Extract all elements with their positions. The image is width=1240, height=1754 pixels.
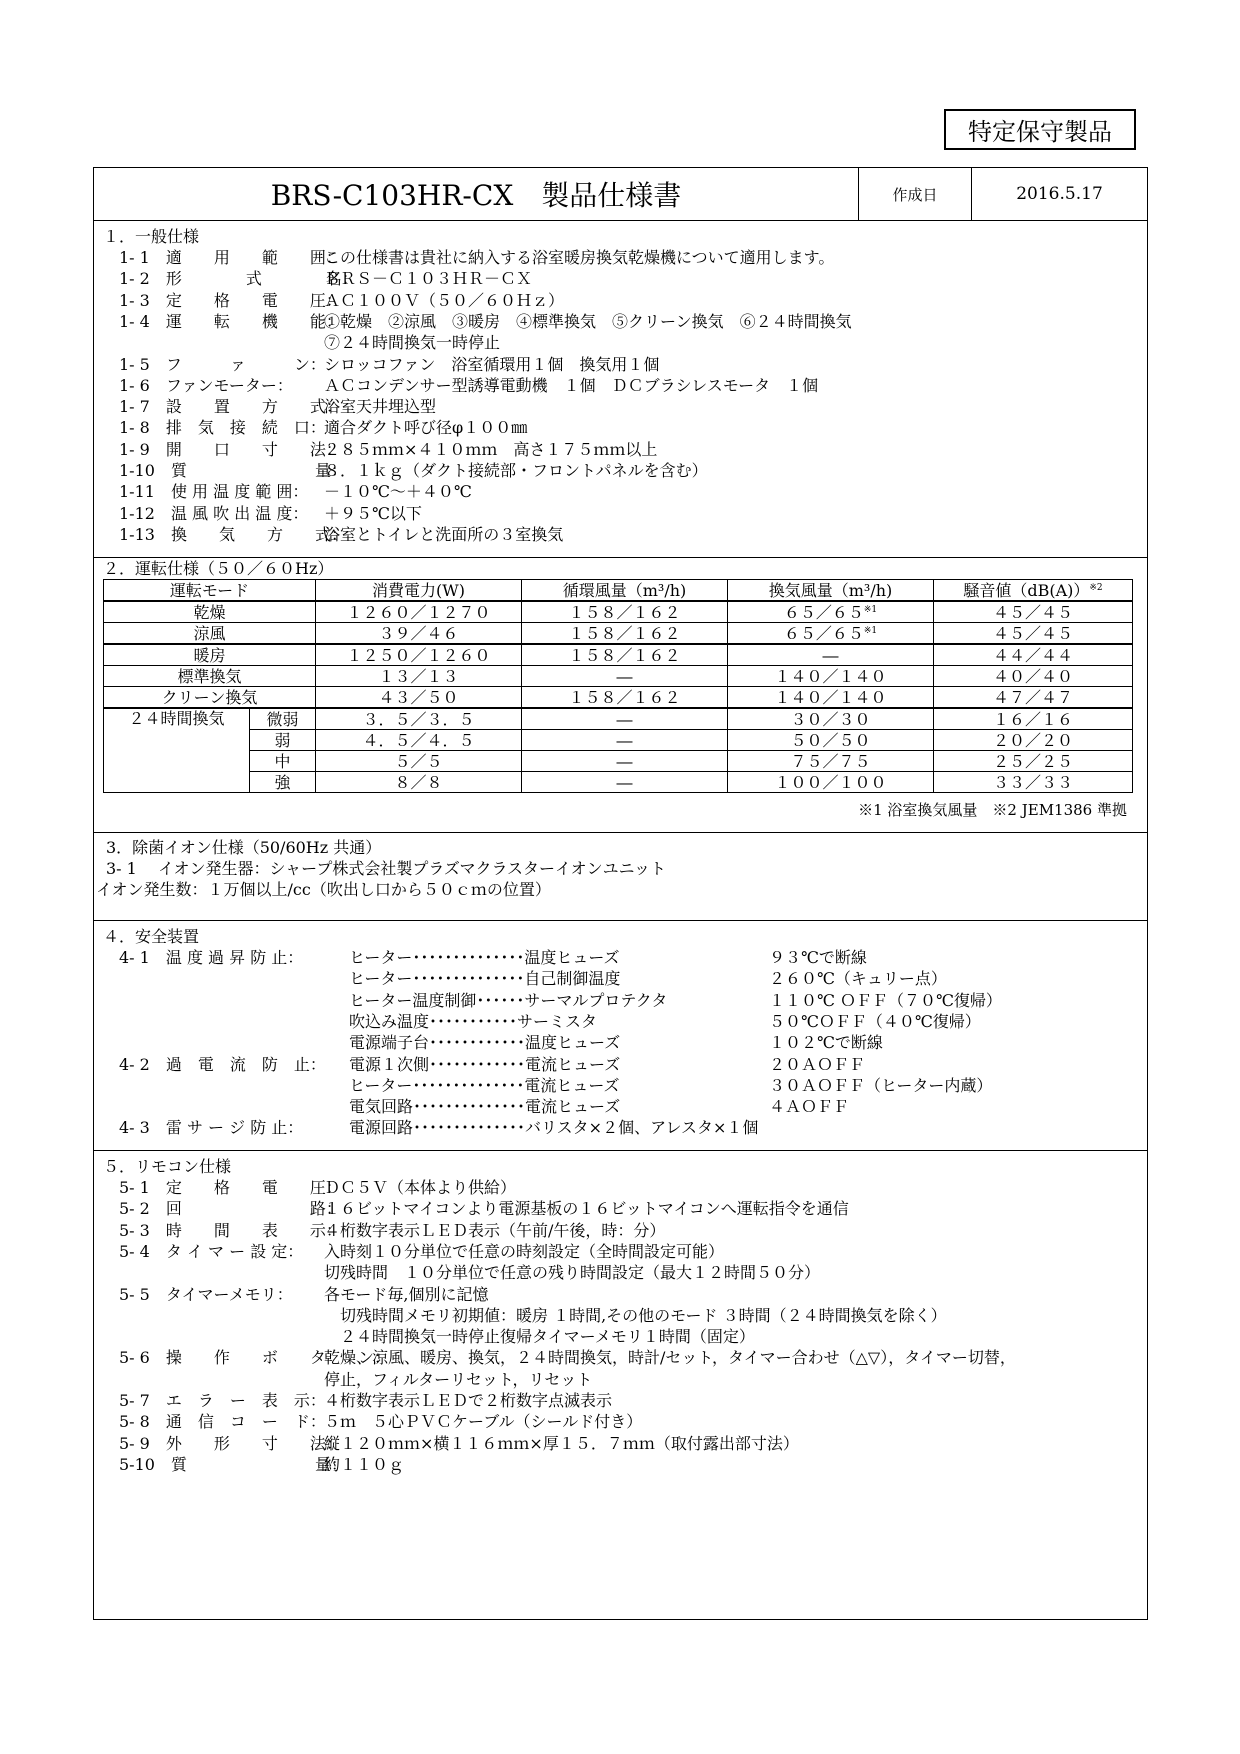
device-part: 吹込み温度･･･････････サーミスタ: [349, 1011, 598, 1031]
power-cell: １３／１３: [316, 666, 522, 687]
spec-value: ⑦２４時間換気一時停止: [324, 333, 501, 353]
section-heading: １．一般仕様: [103, 227, 200, 246]
spec-label: 1- 4 運 転 機 能：: [119, 311, 342, 331]
ventilation-cell: ―: [728, 644, 934, 666]
spec-label: 5-10 質 量：: [119, 1454, 347, 1474]
operation-spec-section: [94, 558, 1147, 833]
device-spec: ５０℃ＯＦＦ（４０℃復帰）: [769, 1011, 981, 1031]
spec-label: 1- 2 形 式 名：: [119, 269, 358, 289]
spec-label: 5- 2 回 路：: [119, 1199, 342, 1219]
device-spec: ４ＡＯＦＦ: [769, 1097, 850, 1117]
spec-label: 1- 9 開 口 寸 法：: [119, 439, 342, 459]
spec-label: 5- 8 通 信 コ ー ド：: [119, 1412, 326, 1432]
spec-value: 切残時間 １０分単位で任意の残り時間設定（最大１２時間５０分）: [324, 1263, 821, 1283]
circulation-cell: ―: [522, 708, 728, 730]
spec-value: 浴室天井埋込型: [324, 397, 437, 417]
date-label: 作成日: [859, 168, 972, 220]
spec-value: この仕様書は貴社に納入する浴室暖房換気乾燥機について適用します。: [324, 248, 835, 267]
general-spec-section: [94, 220, 1147, 558]
table-row: [104, 730, 1133, 751]
power-cell: １２６０／１２７０: [316, 601, 522, 623]
spec-label: 5- 6 操 作 ボ タ ン：: [119, 1348, 390, 1368]
spec-label: 1- 5 フ ァ ン：: [119, 354, 326, 374]
spec-value: 浴室とトイレと洗面所の３室換気: [324, 524, 564, 544]
power-cell: ５／５: [316, 751, 522, 772]
table-row: [104, 708, 1133, 730]
spec-label: 5- 3 時 間 表 示：: [119, 1220, 342, 1240]
safety-label: 4- 3 雷 サ ー ジ 防 止：: [119, 1118, 304, 1138]
column-header: 騒音値$(dB(A))^{※2}$: [934, 580, 1133, 602]
device-part: 電源１次側････････････電流ヒューズ: [349, 1054, 621, 1074]
mode-cell: クリーン換気: [104, 687, 316, 709]
device-part: 電源回路･･････････････バリスタ×２個、アレスタ×１個: [349, 1118, 759, 1138]
ventilation-cell: １４０／１４０: [728, 687, 934, 709]
ventilation-cell: ５０／５０: [728, 730, 934, 751]
spec-value: ＢＲＳ－Ｃ１０３ＨＲ－ＣＸ: [324, 269, 533, 289]
spec-value: ①乾燥 ②涼風 ③暖房 ④標準換気 ⑤クリーン換気 ⑥２４時間換気: [324, 311, 852, 331]
power-cell: １２５０／１２６０: [316, 644, 522, 666]
spec-value: ４桁数字表示ＬＥＤ表示（午前/午後，時：分）: [324, 1220, 666, 1240]
spec-label: 5- 9 外 形 寸 法：: [119, 1433, 342, 1453]
spec-value: 停止，フィルターリセット，リセット: [324, 1369, 593, 1389]
spec-value: －１０℃～＋４０℃: [324, 482, 472, 502]
column-header: 換気風量（m³/h): [728, 580, 934, 602]
table-row: [104, 623, 1133, 645]
spec-label: 1- 7 設 置 方 式：: [119, 397, 342, 417]
spec-label: 1-12 温 風 吹 出 温 度：: [119, 503, 309, 523]
device-spec: １０２℃で断線: [769, 1033, 883, 1053]
section-heading: ５．リモコン仕様: [103, 1157, 232, 1176]
noise-cell: ４７／４７: [934, 687, 1133, 709]
circulation-cell: １５８／１６２: [522, 644, 728, 666]
table-row: [104, 666, 1133, 687]
spec-label: 1-11 使 用 温 度 範 囲：: [119, 482, 309, 502]
section-heading: ４．安全装置: [103, 927, 200, 946]
power-cell: ３．５／３．５: [316, 708, 522, 730]
document-title: BRS-C103HR-CX 製品仕様書: [94, 168, 859, 220]
spec-value: 適合ダクト呼び径φ１００㎜: [324, 418, 528, 438]
remote-spec-section: [94, 1151, 1147, 1621]
spec-label: 1- 8 排 気 接 続 口：: [119, 418, 326, 438]
section-heading: ２．運転仕様（５０／６０Hz）: [103, 559, 334, 578]
creation-date: 2016.5.17: [1016, 184, 1103, 204]
operation-table: [103, 579, 1133, 793]
spec-value: ＤＣ５Ｖ（本体より供給）: [324, 1178, 517, 1197]
spec-value: 入時刻１０分単位で任意の時刻設定（全時間設定可能）: [324, 1241, 725, 1261]
table-row: [104, 772, 1133, 793]
device-part: ヒーター･･････････････温度ヒューズ: [349, 948, 620, 967]
circulation-cell: ―: [522, 730, 728, 751]
spec-sheet: [93, 167, 1148, 1620]
circulation-cell: １５８／１６２: [522, 623, 728, 645]
spec-value: 乾燥、涼風、暖房、換気，２４時間換気，時計/セット，タイマー合わせ（△▽），タイマー切替，: [324, 1348, 1016, 1368]
level-cell: 中: [250, 751, 316, 772]
specified-maintenance-badge: 特定保守製品: [944, 109, 1136, 150]
spec-value: ＡＣ１００Ｖ（５０／６０Ｈｚ）: [324, 290, 565, 310]
spec-label: 1- 1 適 用 範 囲：: [119, 248, 342, 267]
noise-cell: ４４／４４: [934, 644, 1133, 666]
ventilation-cell: ３０／３０: [728, 708, 934, 730]
noise-cell: ４５／４５: [934, 623, 1133, 645]
mode-cell: 標準換気: [104, 666, 316, 687]
ventilation-cell: １４０／１４０: [728, 666, 934, 687]
ion-spec-section: [94, 833, 1147, 921]
table-row: [104, 644, 1133, 666]
spec-value: ２４時間換気一時停止復帰タイマーメモリ１時間（固定）: [324, 1327, 755, 1347]
noise-cell: ２５／２５: [934, 751, 1133, 772]
power-cell: ４．５／４．５: [316, 730, 522, 751]
noise-cell: ４０／４０: [934, 666, 1133, 687]
ventilation-cell: １００／１００: [728, 772, 934, 793]
circulation-cell: １５８／１６２: [522, 687, 728, 709]
circulation-cell: ―: [522, 751, 728, 772]
ventilation-cell: ７５／７５: [728, 751, 934, 772]
device-part: ヒーター温度制御･･････サーマルプロテクタ: [349, 990, 668, 1010]
device-part: 電気回路･･････････････電流ヒューズ: [349, 1097, 621, 1117]
spec-label: 5- 4 タ イ マ ー 設 定：: [119, 1241, 304, 1261]
spec-value: シロッコファン 浴室循環用１個 換気用１個: [324, 354, 660, 374]
device-spec: ２６０℃（キュリー点）: [769, 969, 947, 989]
spec-value: 切残時間メモリ初期値：暖房 １時間,その他のモード ３時間（２４時間換気を除く）: [324, 1305, 947, 1325]
spec-label: 5- 5 タイマーメモリ：: [119, 1284, 293, 1304]
spec-value: ５ｍ ５心ＰＶＣケーブル（シールド付き）: [324, 1412, 643, 1432]
ventilation-cell: ６５／６５$^{※1}$: [728, 601, 934, 623]
level-cell: 弱: [250, 730, 316, 751]
device-part: 電源端子台････････････温度ヒューズ: [349, 1033, 621, 1053]
table-row: [104, 601, 1133, 623]
level-cell: 微弱: [250, 708, 316, 730]
column-header: 循環風量（m³/h): [522, 580, 728, 602]
table-row: [104, 687, 1133, 709]
spec-value: 各モード毎,個別に記憶: [324, 1284, 489, 1304]
circulation-cell: ―: [522, 772, 728, 793]
table-header-row: [104, 580, 1133, 602]
spec-line: イオン発生数：１万個以上/cc（吹出し口から５０ｃｍの位置）: [96, 880, 551, 899]
noise-cell: ２０／２０: [934, 730, 1133, 751]
spec-value: 縦１２０ｍｍ×横１１６ｍｍ×厚１５．７ｍｍ（取付露出部寸法）: [324, 1433, 799, 1453]
table-row: [104, 751, 1133, 772]
column-header: 運転モード: [104, 580, 316, 602]
safety-label: 4- 1 温 度 過 昇 防 止：: [119, 948, 304, 967]
circulation-cell: １５８／１６２: [522, 601, 728, 623]
spec-value: １６ビットマイコンより電源基板の１６ビットマイコンへ運転指令を通信: [324, 1199, 849, 1219]
noise-cell: ４５／４５: [934, 601, 1133, 623]
noise-cell: １６／１６: [934, 708, 1133, 730]
spec-value: ＡＣコンデンサー型誘導電動機 １個 ＤＣブラシレスモータ １個: [324, 375, 819, 395]
device-spec: ２０ＡＯＦＦ: [769, 1054, 866, 1074]
spec-label: 5- 1 定 格 電 圧：: [119, 1178, 342, 1197]
spec-label: 5- 7 エ ラ ー 表 示：: [119, 1391, 326, 1410]
table-footnotes: ※1 浴室換気風量 ※2 JEM1386 準拠: [858, 801, 1127, 819]
device-part: ヒーター･･････････････電流ヒューズ: [349, 1075, 620, 1095]
section-heading: 3．除菌イオン仕様（50/60Hz 共通）: [106, 838, 382, 857]
device-spec: １１０℃ ＯＦＦ（７０℃復帰）: [769, 990, 1002, 1010]
safety-device-section: [94, 921, 1147, 1151]
spec-line: 3- 1 イオン発生器：シャープ株式会社製プラズマクラスターイオンユニット: [106, 859, 666, 878]
mode-cell: 涼風: [104, 623, 316, 645]
circulation-cell: ―: [522, 666, 728, 687]
device-part: ヒーター･･････････････自己制御温度: [349, 969, 621, 989]
header: [94, 168, 1147, 221]
spec-label: 1-10 質 量：: [119, 461, 347, 480]
mode-cell: ２４時間換気: [104, 708, 250, 793]
power-cell: ４３／５０: [316, 687, 522, 709]
power-cell: ８／８: [316, 772, 522, 793]
spec-label: 1- 6 ファンモーター：: [119, 375, 293, 395]
safety-label: 4- 2 過 電 流 防 止：: [119, 1054, 326, 1074]
spec-value: ４桁数字表示ＬＥＤで２桁数字点滅表示: [324, 1391, 613, 1410]
noise-cell: ３３／３３: [934, 772, 1133, 793]
spec-value: ２８５ｍｍ×４１０ｍｍ 高さ１７５ｍｍ以上: [324, 439, 658, 459]
spec-value: ＋９５℃以下: [324, 503, 422, 523]
spec-value: ８．１ｋｇ（ダクト接続部・フロントパネルを含む）: [324, 461, 708, 480]
mode-cell: 乾燥: [104, 601, 316, 623]
mode-cell: 暖房: [104, 644, 316, 666]
spec-value: 約１１０ｇ: [324, 1454, 405, 1474]
power-cell: ３９／４６: [316, 623, 522, 645]
spec-label: 1-13 換 気 方 式：: [119, 524, 347, 544]
spec-label: 1- 3 定 格 電 圧：: [119, 290, 342, 310]
device-spec: ３０ＡＯＦＦ（ヒーター内蔵）: [769, 1075, 993, 1095]
ventilation-cell: ６５／６５$^{※1}$: [728, 623, 934, 645]
device-spec: ９３℃で断線: [769, 948, 867, 967]
level-cell: 強: [250, 772, 316, 793]
column-header: 消費電力(W): [316, 580, 522, 602]
